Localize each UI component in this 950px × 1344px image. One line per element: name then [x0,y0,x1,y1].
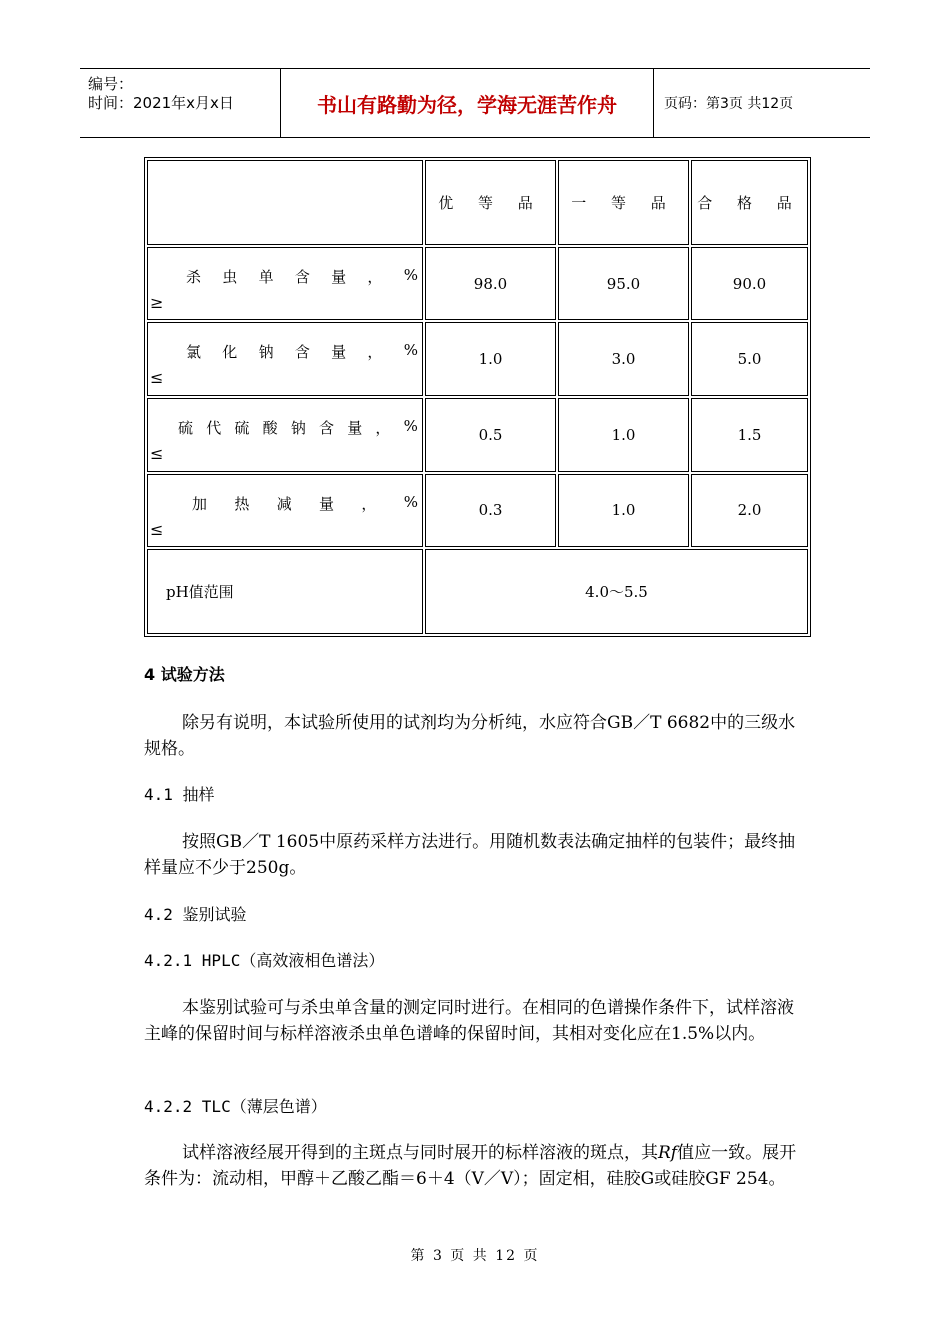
value-cell: 2.0 [691,474,808,548]
value-cell: 0.3 [425,474,556,548]
rf-symbol: Rf [658,1143,678,1163]
value-cell: 1.5 [691,398,808,472]
row-label: 加 热 减 量 ， % ≤ [147,474,423,548]
value-cell: 95.0 [558,247,689,321]
subsection-heading: 4.2.1 HPLC（高效液相色谱法） [144,951,385,970]
value-cell: 0.5 [425,398,556,472]
section-heading: 4 试验方法 [144,665,225,684]
value-cell: 1.0 [425,322,556,396]
header-page-info: 页码：第3页 共12页 [664,96,794,112]
table-header-row [147,160,808,245]
table-row-ph [147,549,808,634]
value-cell: 90.0 [691,247,808,321]
page-header [80,68,870,138]
spec-table [144,157,811,637]
subsection-heading: 4.2.2 TLC（薄层色谱） [144,1097,327,1116]
page-footer: 第 3 页 共 12 页 [410,1248,540,1264]
ph-value: 4.0～5.5 [425,549,808,634]
row-label: 硫 代 硫 酸 钠 含 量 ， % ≤ [147,398,423,472]
paragraph: 试样溶液经展开得到的主斑点与同时展开的标样溶液的斑点，其Rf值应一致。展开条件为：流动相，甲醇＋乙酸乙酯＝6＋4（V／V）；固定相，硅胶G或硅胶GF 254。 [144,1143,797,1189]
paragraph: 除另有说明，本试验所使用的试剂均为分析纯，水应符合GB／T 6682中的三级水规格。 [144,713,796,759]
table-row [147,398,808,472]
value-cell: 3.0 [558,322,689,396]
value-cell: 1.0 [558,398,689,472]
grade-header: 合 格 品 [691,160,808,245]
table-row [147,322,808,396]
table-corner-cell [147,160,423,245]
value-cell: 1.0 [558,474,689,548]
value-cell: 98.0 [425,247,556,321]
header-meta [80,69,281,137]
ph-label: pH值范围 [147,549,423,634]
time-label: 时间：2021年x月x日 [88,94,234,112]
header-motto: 书山有路勤为径，学海无涯苦作舟 [281,69,654,137]
subsection-heading: 4.2 鉴别试验 [144,905,247,924]
paragraph: 本鉴别试验可与杀虫单含量的测定同时进行。在相同的色谱操作条件下，试样溶液主峰的保留时间与标样溶液杀虫单色谱峰的保留时间，其相对变化应在1.5%以内。 [144,998,794,1044]
grade-header: 优 等 品 [425,160,556,245]
subsection-heading: 4.1 抽样 [144,785,215,804]
table-row [147,474,808,548]
value-cell: 5.0 [691,322,808,396]
paragraph: 按照GB／T 1605中原药采样方法进行。用随机数表法确定抽样的包装件；最终抽样量应不少于250g。 [144,832,796,878]
grade-header: 一 等 品 [558,160,689,245]
row-label: 氯 化 钠 含 量 ， % ≤ [147,322,423,396]
number-label: 编号： [88,75,134,93]
row-label: 杀 虫 单 含 量 ， % ≥ [147,247,423,321]
table-row [147,247,808,321]
